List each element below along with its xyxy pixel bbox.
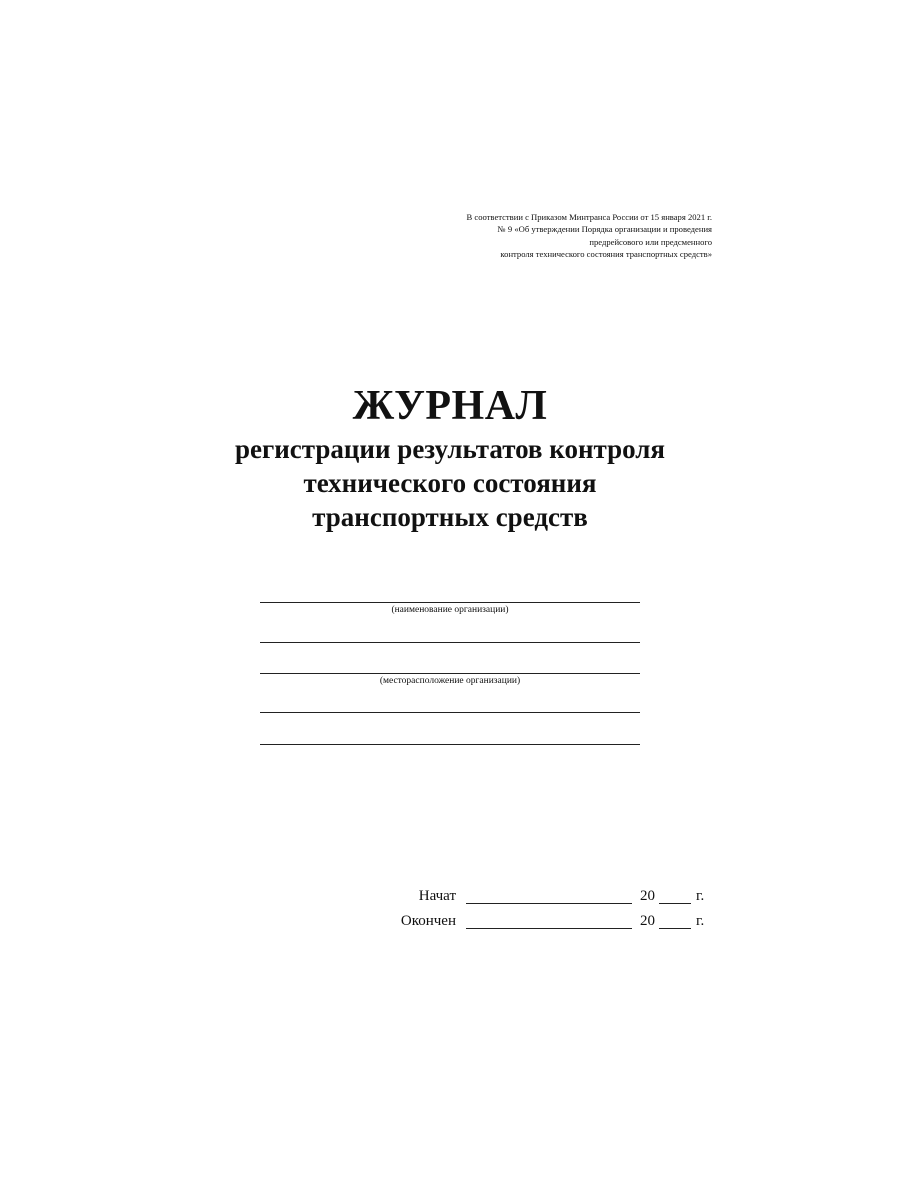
journal-title: ЖУРНАЛ [352,383,548,429]
organization-name-caption: (наименование организации) [391,605,509,615]
ended-year-blank [659,928,691,929]
regulation-reference [430,211,712,261]
journal-subtitle-line: технического состояния [303,468,597,498]
ended-year-suffix: г. [696,913,705,929]
started-year-suffix: г. [696,888,705,904]
organization-name-line [260,602,640,603]
ended-date-row [0,911,900,935]
started-year-blank [659,903,691,904]
regulation-reference-line: предрейсового или предсменного [589,236,712,247]
journal-subtitle-line: транспортных средств [312,502,588,532]
regulation-reference-line: В соответствии с Приказом Минтранса России от 15 января 2021 г. [466,212,712,222]
journal-subtitle-line: регистрации результатов контроля [234,434,666,464]
started-label: Начат [418,888,456,904]
organization-location-line-3 [260,744,640,745]
organization-location-line-2 [260,712,640,713]
ended-year-prefix: 20 [640,913,655,929]
regulation-reference-line: № 9 «Об утверждении Порядка организации и проведения [497,224,712,235]
organization-location-caption: (месторасположение организации) [379,676,521,686]
ended-date-blank [466,928,632,929]
regulation-reference-line: контроля технического состояния транспортных средств» [500,249,712,260]
started-date-blank [466,903,632,904]
title-block [150,380,750,534]
started-year-prefix: 20 [640,888,655,904]
started-date-row [0,886,900,910]
organization-location-line [260,673,640,674]
organization-name-line-2 [260,642,640,643]
ended-label: Окончен [400,913,456,929]
